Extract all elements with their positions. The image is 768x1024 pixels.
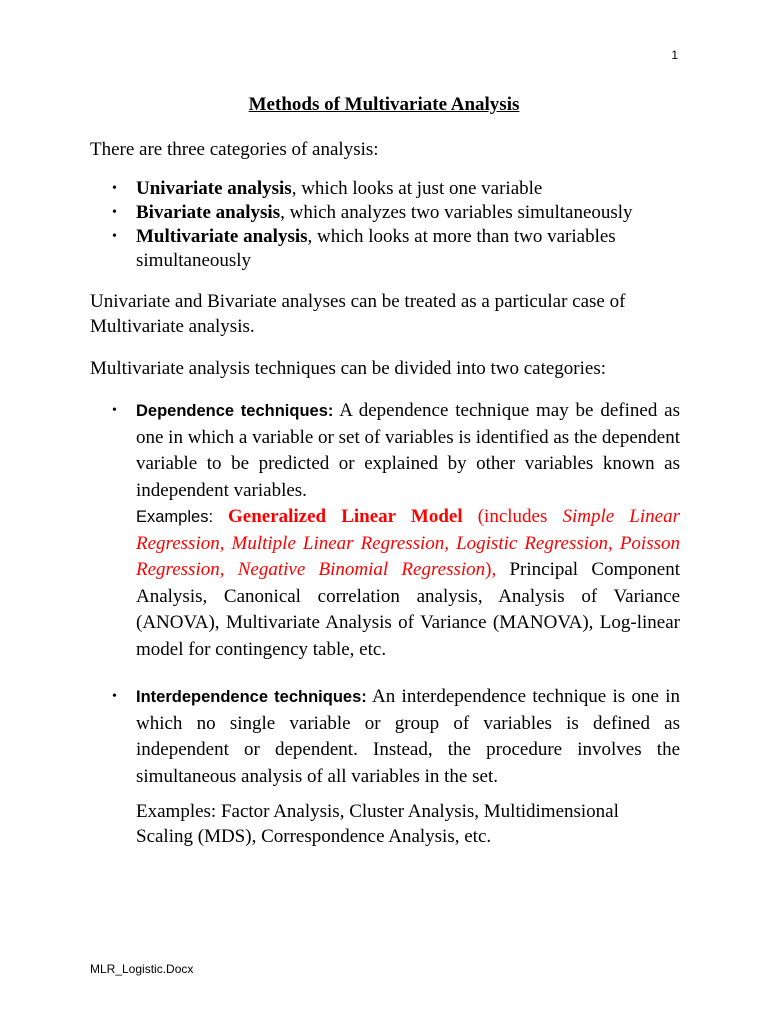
category-term: Univariate analysis	[136, 178, 292, 199]
interdependence-label: Interdependence techniques:	[136, 688, 367, 706]
dependence-label: Dependence techniques:	[136, 402, 334, 420]
dependence-techniques-item	[90, 398, 680, 663]
page-title: Methods of Multivariate Analysis	[248, 94, 520, 115]
category-term: Bivariate analysis	[136, 202, 281, 223]
dependence-body	[136, 398, 680, 663]
footer-filename: MLR_Logistic.Docx	[90, 962, 194, 976]
dependence-text: A dependence technique may be defined as one in which a variable or set of variables is identified as the dependent variable to be predicted or explained by other variables known as independent variables.	[136, 400, 680, 501]
category-desc: , which analyzes two variables simultaneously	[280, 202, 633, 223]
special-case-paragraph: Univariate and Bivariate analyses can be treated as a particular case of Multivariate analysis.	[90, 291, 626, 337]
category-desc: , which looks at just one variable	[291, 178, 543, 199]
techniques-paragraph: Multivariate analysis techniques can be divided into two categories:	[90, 358, 607, 379]
category-desc: , which looks at more than two variables simultaneously	[136, 226, 616, 271]
includes-open: (includes	[462, 506, 563, 527]
list-item	[90, 201, 680, 225]
intro-paragraph: There are three categories of analysis:	[90, 139, 379, 160]
list-item	[90, 177, 680, 201]
dependence-examples-rest: Principal Component Analysis, Canonical correlation analysis, Analysis of Variance (ANOVA), Multivariate Analysis of Variance (MANOVA), Log-linear model for contingency table, etc.	[136, 559, 680, 660]
category-term: Multivariate analysis	[136, 226, 308, 247]
list-item	[90, 225, 680, 273]
interdependence-body	[136, 684, 680, 790]
bullet-icon: •	[112, 205, 117, 220]
analysis-categories-list	[90, 177, 680, 273]
interdependence-techniques-item	[90, 684, 680, 790]
includes-close: ),	[485, 559, 510, 580]
bullet-icon: •	[112, 689, 117, 704]
glm-list: Simple Linear Regression, Multiple Linear Regression, Logistic Regression, Poisson Regression, Negative Binomial Regression	[136, 506, 680, 580]
examples-label: Examples:	[136, 508, 228, 526]
page-number: 1	[671, 48, 678, 62]
bullet-icon: •	[112, 181, 117, 196]
bullet-icon: •	[112, 229, 117, 244]
interdependence-text: An interdependence technique is one in which no single variable or group of variables is defined as independent or dependent. Instead, the procedure involves the simultaneous analysis of all variables in the set.	[136, 686, 680, 787]
glm-term: Generalized Linear Model	[227, 506, 463, 527]
interdependence-examples: Examples: Factor Analysis, Cluster Analysis, Multidimensional Scaling (MDS), Correspondence Analysis, etc.	[136, 801, 619, 847]
bullet-icon: •	[112, 403, 117, 418]
